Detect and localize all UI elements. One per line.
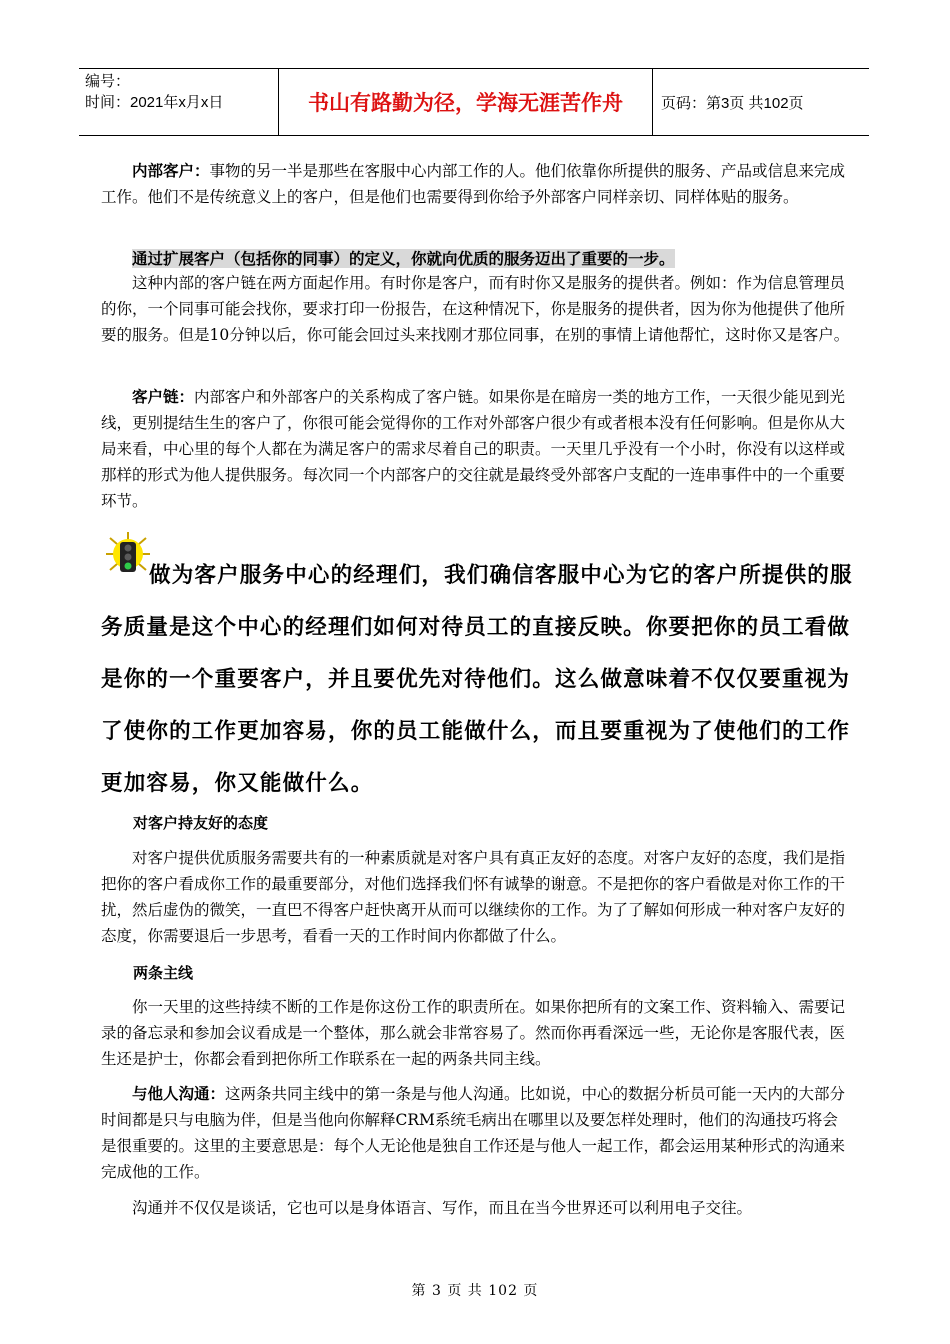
paragraph-customer-chain xyxy=(101,384,853,514)
paragraph-internal-customer xyxy=(101,158,853,210)
text-internal-customer: 事物的另一半是那些在客服中心内部工作的人。他们依靠你所提供的服务、产品或信息来完成工作。他们不是传统意义上的客户，但是他们也需要得到你给予外部客户同样亲切、同样体贴的服务。 xyxy=(101,162,846,206)
text-two-lines: 你一天里的这些持续不断的工作是你这份工作的职责所在。如果你把所有的文案工作、资料输入、需要记录的备忘录和参加会议看成是一个整体，那么就会非常容易了。然而你再看深远一些，无论你是客服代表，医生还是护士，你都会看到把你所工作联系在一起的两条共同主线。 xyxy=(101,998,846,1068)
text-communication: 这两条共同主线中的第一条是与他人沟通。比如说，中心的数据分析员可能一天内的大部分时间都是只与电脑为伴，但是当他向你解释CRM系统毛病出在哪里以及要怎样处理时，他们的沟通技巧将会是很重要的。这里的主要意思是：每个人无论他是独自工作还是与他人一起工作，都会运用某种形式的沟通来完成他的工作。 xyxy=(101,1085,846,1181)
section-title-friendly-attitude: 对客户持友好的态度 xyxy=(133,814,269,832)
paragraph-friendly-attitude xyxy=(101,845,853,949)
header-meta xyxy=(79,69,279,135)
page-footer: 第 3 页 共 102 页 xyxy=(411,1283,539,1299)
paragraph-communication xyxy=(101,1081,853,1185)
lead-internal-customer: 内部客户： xyxy=(132,161,210,180)
big-quote-text: 做为客户服务中心的经理们，我们确信客服中心为它的客户所提供的服务质量是这个中心的经理们如何对待员工的直接反映。你要把你的员工看做是你的一个重要客户，并且要优先对待他们。这么做意味着不仅仅要重视为了使你的工作更加容易，你的员工能做什么，而且要重视为了使他们的工作更加容易，你又能做什么。 xyxy=(101,563,853,796)
header-motto: 书山有路勤为径，学海无涯苦作舟 xyxy=(279,69,653,135)
text-communication-forms: 沟通并不仅仅是谈话，它也可以是身体语言、写作，而且在当今世界还可以利用电子交往。 xyxy=(132,1199,753,1217)
paragraph-two-lines xyxy=(101,994,853,1072)
text-friendly-attitude: 对客户提供优质服务需要共有的一种素质就是对客户具有真正友好的态度。对客户友好的态度，我们是指把你的客户看成你工作的最重要部分，对他们选择我们怀有诚挚的谢意。不是把你的客户看做是对你工作的干扰，然后虚伪的微笑，一直巴不得客户赶快离开从而可以继续你的工作。为了了解如何形成一种对客户友好的态度，你需要退后一步思考，看看一天的工作时间内你都做了什么。 xyxy=(101,849,846,945)
highlight-text: 通过扩展客户（包括你的同事）的定义，你就向优质的服务迈出了重要的一步。 xyxy=(132,249,675,268)
paragraph-communication-forms xyxy=(101,1195,853,1221)
text-chain-intro: 这种内部的客户链在两方面起作用。有时你是客户，而有时你又是服务的提供者。例如：作为信息管理员的你，一个同事可能会找你，要求打印一份报告，在这种情况下，你是服务的提供者，因为你为他提供了他所要的服务。但是10分钟以后，你可能会回过头来找刚才那位同事，在别的事情上请他帮忙，这时你又是客户。 xyxy=(101,274,850,344)
lead-communication: 与他人沟通： xyxy=(132,1084,226,1103)
paragraph-chain-intro xyxy=(101,270,853,348)
header-page-label: 页码：第3页 共102页 xyxy=(661,94,804,112)
section-title-two-lines: 两条主线 xyxy=(133,964,194,982)
page-header xyxy=(79,68,869,136)
text-customer-chain: 内部客户和外部客户的关系构成了客户链。如果你是在暗房一类的地方工作，一天很少能见到光线，更别提结生生的客户了，你很可能会觉得你的工作对外部客户很少有或者根本没有任何影响。但是你从大局来看，中心里的每个人都在为满足客户的需求尽着自己的职责。一天里几乎没有一个小时，你没有以这样或那样的形式为他人提供服务。每次同一个内部客户的交往就是最终受外部客户支配的一连串事件中的一个重要环节。 xyxy=(101,388,846,510)
lead-customer-chain: 客户链： xyxy=(132,387,195,406)
big-quote xyxy=(101,550,853,810)
number-label: 编号： xyxy=(85,73,131,90)
highlight-paragraph xyxy=(101,246,853,272)
time-label: 时间：2021年x月x日 xyxy=(85,94,224,111)
